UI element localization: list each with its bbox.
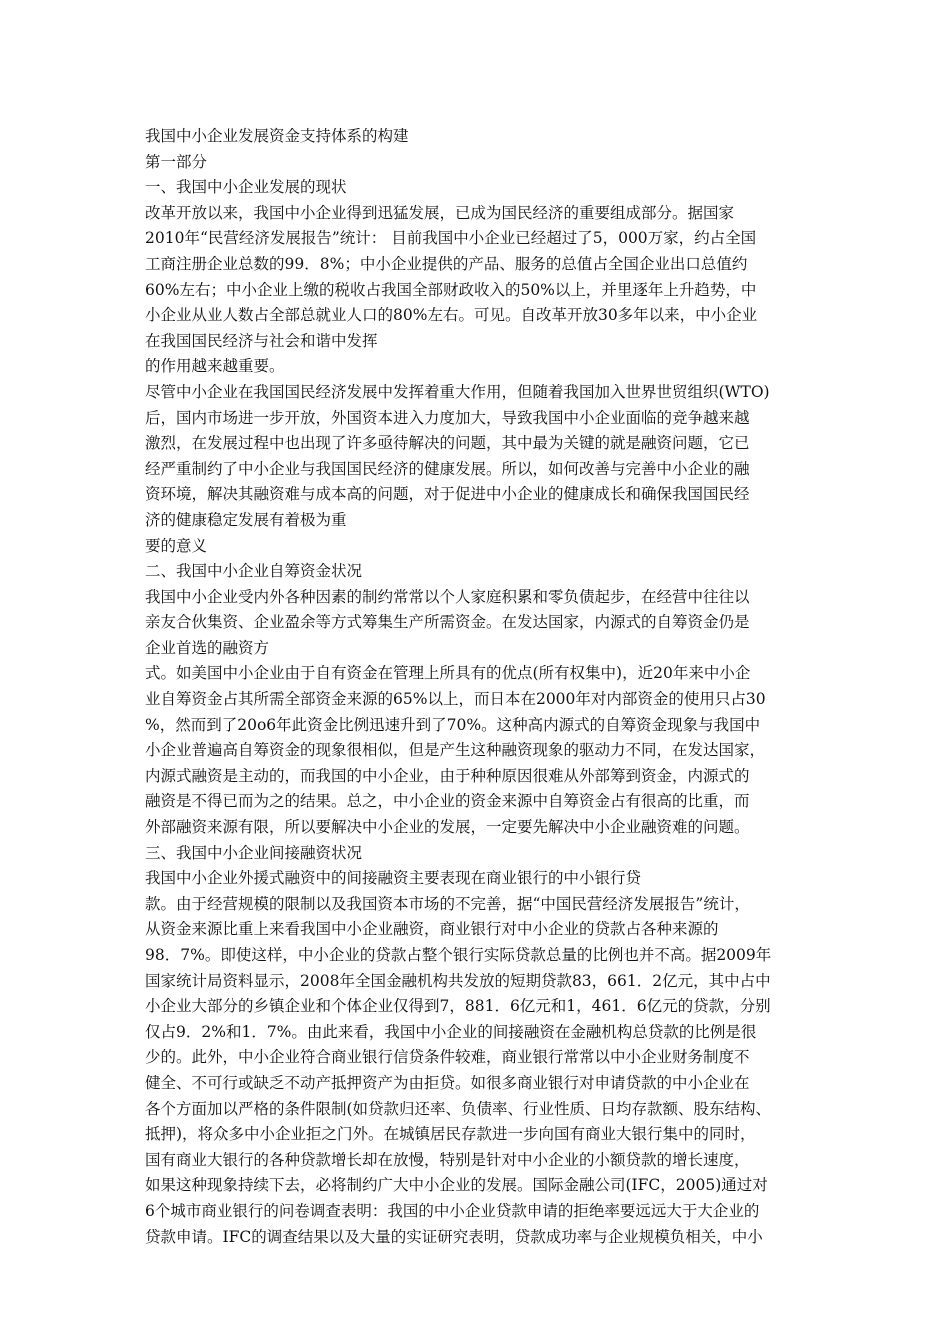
text-line: 国有商业大银行的各种贷款增长却在放慢，特别是针对中小企业的小额贷款的增长速度，: [145, 1150, 750, 1169]
text-line: 98．7%。即使这样，中小企业的贷款占整个银行实际贷款总量的比例也并不高。据2009年: [145, 946, 772, 964]
text-line: 如果这种现象持续下去，必将制约广大中小企业的发展。国际金融公司(IFC，2005)通过对: [145, 1176, 768, 1195]
text-line: 要的意义: [145, 536, 208, 555]
text-line: 的作用越来越重要。: [145, 357, 285, 376]
section-heading-3: 三、我国中小企业间接融资状况: [145, 843, 363, 862]
text-line: 款。由于经营规模的限制以及我国资本市场的不完善，据“中国民营经济发展报告”统计，: [145, 894, 750, 913]
section-heading-2: 二、我国中小企业自筹资金状况: [145, 562, 363, 581]
text-line: 内源式融资是主动的，而我国的中小企业，由于种种原因很难从外部筹到资金，内源式的: [145, 766, 750, 785]
text-line: 健全、不可行或缺乏不动产抵押资产为由拒贷。如很多商业银行对申请贷款的中小企业在: [145, 1073, 750, 1092]
text-line: 小企业从业人数占全部总就业人口的80%左右。可见。自改革开放30多年以来，中小企业: [145, 306, 758, 325]
text-line: 60%左右；中小企业上缴的税收占我国全部财政收入的50%以上，并里逐年上升趋势，中: [145, 280, 757, 299]
text-line: 2010年“民营经济发展报告”统计： 目前我国中小企业已经超过了5，000万家，约占全国: [145, 229, 757, 248]
text-line: 经严重制约了中小企业与我国国民经济的健康发展。所以，如何改善与完善中小企业的融: [145, 459, 750, 478]
document-title: 我国中小企业发展资金支持体系的构建: [145, 127, 409, 145]
text-line: 我国中小企业受内外各种因素的制约常常以个人家庭积累和零负债起步，在经营中往往以: [145, 587, 750, 606]
text-line: 在我国国民经济与社会和谐中发挥: [145, 331, 378, 350]
text-line: 资环境，解决其融资难与成本高的问题，对于促进中小企业的健康成长和确保我国国民经: [145, 485, 750, 504]
text-line: 企业首选的融资方: [145, 638, 270, 657]
text-line: 亲友合伙集资、企业盈余等方式筹集生产所需资金。在发达国家，内源式的自筹资金仍是: [145, 613, 750, 632]
text-line: 业自筹资金占其所需全部资金来源的65%以上，而日本在2000年对内部资金的使用只占30: [145, 690, 766, 709]
text-line: 小企业大部分的乡镇企业和个体企业仅得到7，881．6亿元和1，461．6亿元的贷款，分别: [145, 997, 771, 1016]
text-line: 仅占9．2%和1．7%。由此来看，我国中小企业的间接融资在金融机构总贷款的比例是很: [145, 1022, 757, 1041]
text-line: 各个方面加以严格的条件限制(如贷款归还率、负债率、行业性质、日均存款额、股东结构、: [145, 1099, 772, 1118]
text-line: 后，国内市场进一步开放，外国资本进入力度加大，导致我国中小企业面临的竞争越来越: [145, 408, 750, 427]
text-line: [145, 1250, 815, 1276]
text-line: 融资是不得已而为之的结果。总之，中小企业的资金来源中自筹资金占有很高的比重，而: [145, 792, 750, 811]
text-line: 改革开放以来，我国中小企业得到迅猛发展，已成为国民经济的重要组成部分。据国家: [145, 203, 735, 222]
text-line: 工商注册企业总数的99．8%；中小企业提供的产品、服务的总值占全国企业出口总值约: [145, 254, 748, 273]
text-line: 少的。此外，中小企业符合商业银行信贷条件较难，商业银行常常以中小企业财务制度不: [145, 1048, 750, 1067]
text-line: 从资金来源比重上来看我国中小企业融资，商业银行对中小企业的贷款占各种来源的: [145, 920, 719, 939]
text-line: 贷款申请。IFC的调查结果以及大量的实证研究表明，贷款成功率与企业规模负相关，中小: [145, 1227, 763, 1246]
text-line: 式。如美国中小企业由于自有资金在管理上所具有的优点(所有权集中)，近20年来中小企: [145, 664, 751, 683]
text-line: 激烈，在发展过程中也出现了许多亟待解决的问题，其中最为关键的就是融资问题，它已: [145, 434, 750, 453]
text-line: 济的健康稳定发展有着极为重: [145, 510, 347, 529]
text-line: 小企业普遍高自筹资金的现象很相似，但是产生这种融资现象的驱动力不同，在发达国家，: [145, 741, 766, 760]
part-heading: 第一部分: [145, 152, 208, 171]
text-line: 外部融资来源有限，所以要解决中小企业的发展，一定要先解决中小企业融资难的问题。: [145, 818, 750, 837]
text-line: %，然而到了20o6年此资金比例迅速升到了70%。这种高内源式的自筹资金现象与我国中: [145, 715, 761, 734]
text-line: 国家统计局资料显示，2008年全国金融机构共发放的短期贷款83，661．2亿元，其中占中: [145, 971, 771, 990]
text-line: 尽管中小企业在我国国民经济发展中发挥着重大作用，但随着我国加入世界世贸组织(WTO): [145, 382, 770, 401]
text-line: 我国中小企业外援式融资中的间接融资主要表现在商业银行的中小银行贷: [145, 869, 642, 888]
document-body: [145, 124, 815, 1276]
text-line: 6个城市商业银行的问卷调查表明：我国的中小企业贷款申请的拒绝率要远远大于大企业的: [145, 1201, 760, 1220]
text-line: 抵押)，将众多中小企业拒之门外。在城镇居民存款进一步向国有商业大银行集中的同时，: [145, 1125, 756, 1144]
section-heading-1: 一、我国中小企业发展的现状: [145, 178, 347, 197]
